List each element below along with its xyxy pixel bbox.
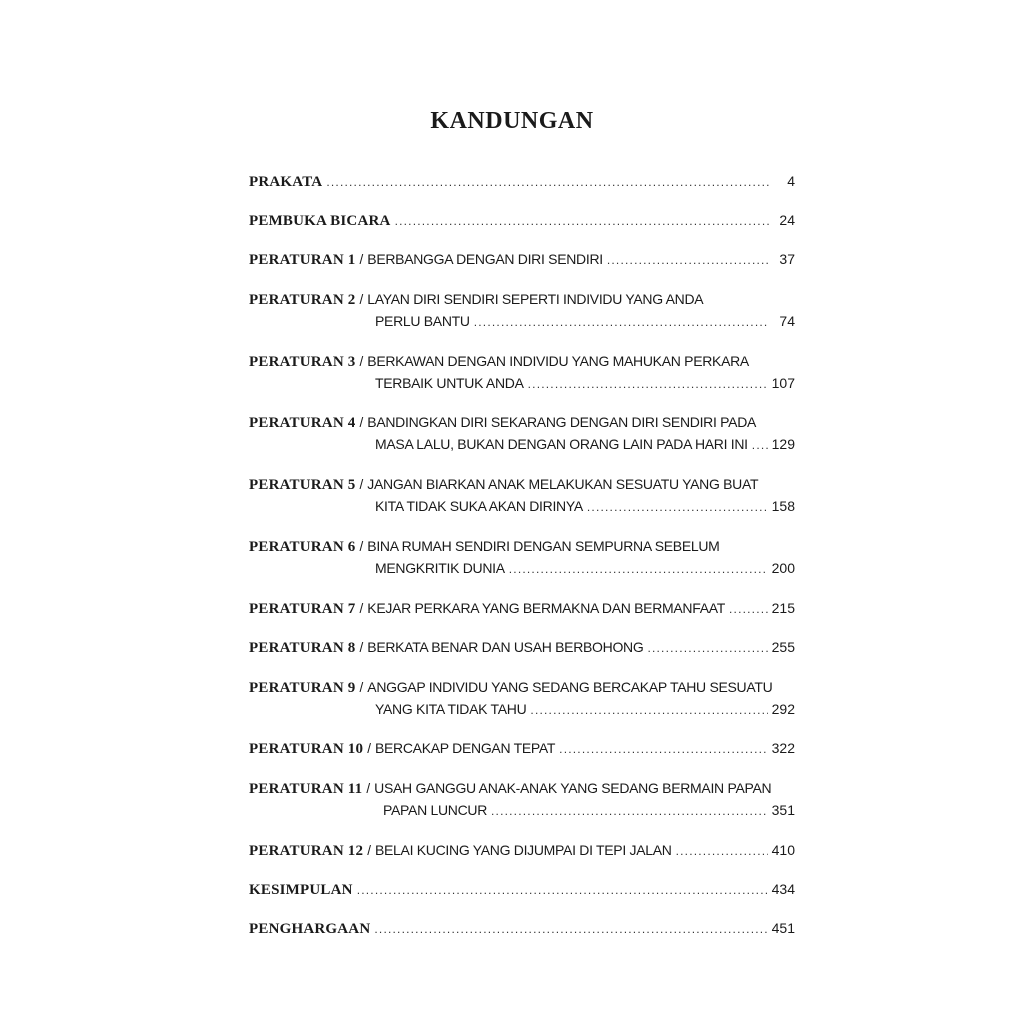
entry-label: PEMBUKA BICARA	[249, 213, 391, 229]
toc-entry-peraturan-10[interactable]	[249, 737, 795, 759]
page-number: 434	[771, 881, 795, 897]
entry-label: PENGHARGAAN	[249, 921, 371, 937]
entry-title: BELAI KUCING YANG DIJUMPAI DI TEPI JALAN	[374, 842, 672, 858]
dot-leader	[528, 373, 768, 395]
entry-label: PERATURAN 9	[249, 680, 356, 696]
dot-leader	[647, 637, 767, 659]
toc-entry-peraturan-9[interactable]	[249, 676, 795, 720]
entry-title-continued: PERLU BANTU	[375, 313, 470, 329]
entry-title: BERKAWAN DENGAN INDIVIDU YANG MAHUKAN PERKARA	[367, 353, 749, 369]
toc-entry-peraturan-8[interactable]	[249, 636, 795, 658]
page-title: KANDUNGAN	[430, 108, 594, 134]
page-number: 158	[771, 498, 795, 514]
entry-label: PERATURAN 6	[249, 539, 356, 555]
page-number: 292	[771, 701, 795, 717]
entry-title: BERKATA BENAR DAN USAH BERBOHONG	[367, 639, 644, 655]
dot-leader	[357, 879, 768, 901]
entry-label: PRAKATA	[249, 174, 323, 190]
separator: /	[367, 741, 371, 756]
entry-title-continued: PAPAN LUNCUR	[383, 802, 488, 818]
entry-label: PERATURAN 7	[249, 601, 356, 617]
entry-label: PERATURAN 8	[249, 640, 356, 656]
entry-label: PERATURAN 12	[249, 843, 364, 859]
dot-leader	[530, 699, 767, 721]
entry-title: BINA RUMAH SENDIRI DENGAN SEMPURNA SEBELUM	[367, 538, 720, 554]
toc-entry-peraturan-6[interactable]	[249, 535, 795, 579]
separator: /	[359, 252, 364, 267]
separator: /	[367, 843, 371, 858]
entry-label: PERATURAN 4	[249, 415, 356, 431]
toc-entry-pembuka-bicara[interactable]	[249, 209, 795, 231]
dot-leader	[676, 840, 768, 862]
dot-leader	[587, 496, 768, 518]
separator: /	[359, 539, 364, 554]
separator: /	[359, 354, 364, 369]
entry-title-continued: YANG KITA TIDAK TAHU	[375, 701, 527, 717]
separator: /	[359, 477, 364, 492]
page-number: 255	[771, 639, 795, 655]
dot-leader	[374, 918, 767, 940]
page-number: 74	[779, 313, 795, 329]
page-number: 451	[771, 920, 795, 936]
entry-label: PERATURAN 2	[249, 292, 356, 308]
dot-leader	[559, 738, 767, 760]
toc-entry-peraturan-5[interactable]	[249, 473, 795, 517]
entry-label: PERATURAN 3	[249, 354, 356, 370]
separator: /	[366, 781, 371, 796]
toc-entry-peraturan-7[interactable]	[249, 597, 795, 619]
entry-title: KEJAR PERKARA YANG BERMAKNA DAN BERMANFAAT	[367, 600, 725, 616]
toc-entry-penghargaan[interactable]	[249, 917, 795, 939]
entry-label: PERATURAN 5	[249, 477, 356, 493]
toc-entry-peraturan-1[interactable]	[249, 248, 795, 270]
toc-entry-peraturan-2[interactable]	[249, 288, 795, 332]
entry-title: BANDINGKAN DIRI SEKARANG DENGAN DIRI SENDIRI PADA	[367, 414, 757, 430]
page-number: 24	[779, 212, 795, 228]
page-number: 37	[779, 251, 795, 267]
entry-label: PERATURAN 10	[249, 741, 364, 757]
page-number: 215	[771, 600, 795, 616]
entry-title-continued: MASA LALU, BUKAN DENGAN ORANG LAIN PADA HARI INI	[375, 436, 748, 452]
entry-title: BERCAKAP DENGAN TEPAT	[374, 740, 556, 756]
entry-title: ANGGAP INDIVIDU YANG SEDANG BERCAKAP TAHU SESUATU	[367, 679, 773, 695]
entry-label: PERATURAN 11	[249, 781, 363, 797]
dot-leader	[509, 558, 768, 580]
separator: /	[359, 601, 364, 616]
dot-leader	[729, 598, 768, 620]
page-number: 200	[771, 560, 795, 576]
dot-leader	[395, 210, 769, 232]
page-number: 4	[787, 173, 795, 189]
toc-entry-kesimpulan[interactable]	[249, 878, 795, 900]
dot-leader	[752, 434, 768, 456]
entry-title-continued: KITA TIDAK SUKA AKAN DIRINYA	[375, 498, 583, 514]
separator: /	[359, 292, 364, 307]
separator: /	[359, 680, 364, 695]
page-number: 410	[771, 842, 795, 858]
entry-title: BERBANGGA DENGAN DIRI SENDIRI	[367, 251, 603, 267]
entry-label: PERATURAN 1	[249, 252, 356, 268]
separator: /	[359, 640, 364, 655]
toc-entry-peraturan-4[interactable]	[249, 411, 795, 455]
entry-title: USAH GANGGU ANAK-ANAK YANG SEDANG BERMAIN PAPAN	[374, 780, 772, 796]
entry-label: KESIMPULAN	[249, 882, 353, 898]
toc-entry-prakata[interactable]	[249, 170, 795, 192]
entry-title-continued: TERBAIK UNTUK ANDA	[375, 375, 524, 391]
dot-leader	[474, 311, 769, 333]
toc-entry-peraturan-11[interactable]	[249, 777, 795, 821]
dot-leader	[326, 171, 769, 193]
dot-leader	[607, 249, 769, 271]
page-number: 322	[771, 740, 795, 756]
entry-title-continued: MENGKRITIK DUNIA	[375, 560, 505, 576]
separator: /	[359, 415, 364, 430]
toc-entry-peraturan-3[interactable]	[249, 350, 795, 394]
toc-entry-peraturan-12[interactable]	[249, 839, 795, 861]
dot-leader	[491, 800, 768, 822]
page-number: 107	[771, 375, 795, 391]
page-number: 129	[771, 436, 795, 452]
entry-title: LAYAN DIRI SENDIRI SEPERTI INDIVIDU YANG ANDA	[367, 291, 704, 307]
page-number: 351	[771, 802, 795, 818]
entry-title: JANGAN BIARKAN ANAK MELAKUKAN SESUATU YANG BUAT	[367, 476, 759, 492]
